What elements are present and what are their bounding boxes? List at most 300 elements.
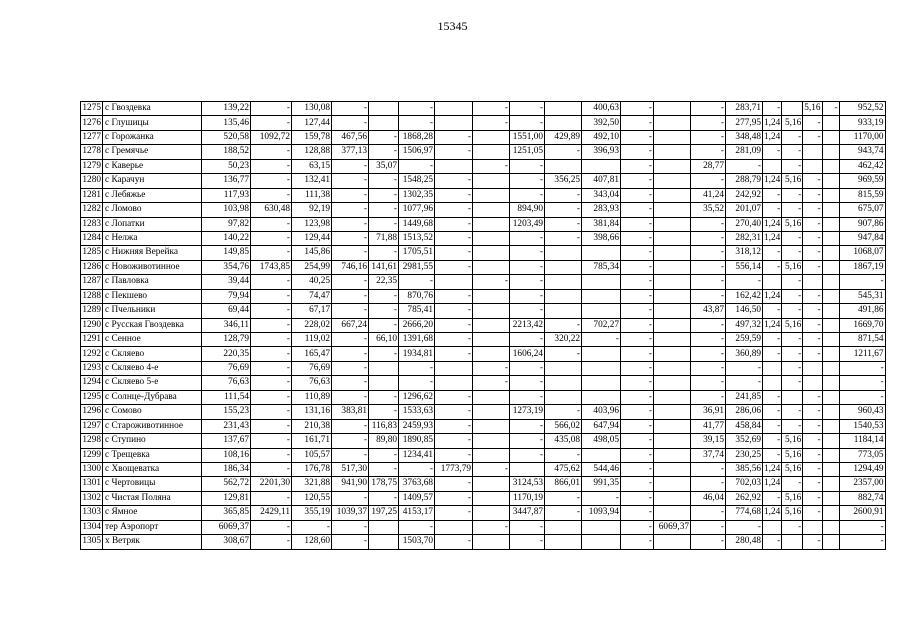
value-cell: 348,48 [726, 130, 763, 144]
value-cell: 280,48 [726, 535, 763, 549]
value-cell [473, 145, 510, 159]
value-cell: - [510, 275, 545, 289]
value-cell [803, 159, 822, 173]
value-cell: 89,80 [369, 434, 399, 448]
value-cell: - [545, 405, 582, 419]
value-cell: 1302,35 [399, 188, 435, 202]
value-cell: - [545, 231, 582, 245]
value-cell: - [822, 102, 839, 116]
value-cell: - [621, 390, 654, 404]
value-cell: - [251, 535, 292, 549]
value-cell: 130,08 [292, 102, 332, 116]
row-number-cell: 1297 [81, 419, 103, 433]
value-cell: 1705,51 [399, 246, 435, 260]
value-cell: 4153,17 [399, 506, 435, 520]
value-cell: 108,16 [202, 448, 251, 462]
value-cell: 400,63 [582, 102, 621, 116]
value-cell: - [369, 188, 399, 202]
value-cell: - [510, 535, 545, 549]
value-cell: 1934,81 [399, 347, 435, 361]
row-number-cell: 1284 [81, 231, 103, 245]
value-cell: - [332, 491, 369, 505]
value-cell [582, 520, 621, 534]
value-cell: - [691, 390, 726, 404]
value-cell: 103,98 [202, 203, 251, 217]
value-cell [473, 434, 510, 448]
value-cell [582, 390, 621, 404]
value-cell: - [435, 347, 473, 361]
value-cell: - [251, 376, 292, 390]
value-cell: - [803, 246, 822, 260]
value-cell: - [763, 260, 782, 274]
value-cell: - [839, 376, 885, 390]
locality-name-cell: с Гремячье [103, 145, 202, 159]
value-cell: 392,50 [582, 116, 621, 130]
value-cell: - [763, 448, 782, 462]
value-cell: 1,24 [763, 174, 782, 188]
value-cell: - [510, 174, 545, 188]
table-row [81, 491, 886, 505]
value-cell: 39,44 [202, 275, 251, 289]
value-cell: 128,88 [292, 145, 332, 159]
value-cell: 230,25 [726, 448, 763, 462]
value-cell: - [763, 333, 782, 347]
value-cell: - [621, 318, 654, 332]
value-cell: 137,67 [202, 434, 251, 448]
value-cell: 135,46 [202, 116, 251, 130]
value-cell [435, 116, 473, 130]
value-cell: 6069,37 [654, 520, 691, 534]
value-cell: - [726, 520, 763, 534]
value-cell: - [332, 434, 369, 448]
value-cell: 145,86 [292, 246, 332, 260]
value-cell [545, 246, 582, 260]
value-cell: 1184,14 [839, 434, 885, 448]
value-cell: - [251, 145, 292, 159]
value-cell: 74,47 [292, 289, 332, 303]
table-row [81, 174, 886, 188]
value-cell: - [251, 304, 292, 318]
value-cell [510, 462, 545, 476]
value-cell [654, 376, 691, 390]
value-cell: 630,48 [251, 203, 292, 217]
value-cell: - [332, 231, 369, 245]
value-cell: - [545, 217, 582, 231]
value-cell [435, 376, 473, 390]
value-cell: 458,84 [726, 419, 763, 433]
row-number-cell: 1300 [81, 462, 103, 476]
table-row [81, 347, 886, 361]
value-cell: 815,59 [839, 188, 885, 202]
locality-name-cell: с Гвоздевка [103, 102, 202, 116]
value-cell: - [435, 289, 473, 303]
value-cell: - [332, 203, 369, 217]
value-cell [803, 361, 822, 375]
value-cell: - [621, 405, 654, 419]
value-cell [654, 231, 691, 245]
value-cell: - [251, 347, 292, 361]
value-cell [435, 361, 473, 375]
value-cell: - [473, 159, 510, 173]
value-cell [473, 289, 510, 303]
value-cell: - [251, 333, 292, 347]
table-row [81, 275, 886, 289]
value-cell: - [473, 102, 510, 116]
value-cell: - [510, 188, 545, 202]
row-number-cell: 1290 [81, 318, 103, 332]
value-cell [822, 174, 839, 188]
value-cell [654, 506, 691, 520]
value-cell: 1170,19 [510, 491, 545, 505]
value-cell: - [369, 217, 399, 231]
value-cell: - [763, 434, 782, 448]
value-cell: 385,56 [726, 462, 763, 476]
value-cell [545, 260, 582, 274]
value-cell: - [621, 289, 654, 303]
locality-name-cell: с Скляево 5-е [103, 376, 202, 390]
value-cell: - [803, 318, 822, 332]
value-cell [473, 535, 510, 549]
value-cell: 50,23 [202, 159, 251, 173]
value-cell: - [691, 145, 726, 159]
locality-name-cell: с Каверье [103, 159, 202, 173]
value-cell [822, 535, 839, 549]
value-cell: 1077,96 [399, 203, 435, 217]
locality-name-cell: с Лебяжье [103, 188, 202, 202]
value-cell: - [782, 405, 803, 419]
value-cell [822, 520, 839, 534]
value-cell: - [691, 231, 726, 245]
value-cell: 702,27 [582, 318, 621, 332]
value-cell: 1203,49 [510, 217, 545, 231]
value-cell [822, 419, 839, 433]
value-cell: 517,30 [332, 462, 369, 476]
locality-name-cell: с Чертовицы [103, 477, 202, 491]
value-cell: 132,41 [292, 174, 332, 188]
value-cell: - [251, 174, 292, 188]
row-number-cell: 1288 [81, 289, 103, 303]
value-cell: - [782, 347, 803, 361]
value-cell: - [803, 116, 822, 130]
value-cell [763, 376, 782, 390]
value-cell: 97,82 [202, 217, 251, 231]
value-cell: - [782, 203, 803, 217]
value-cell: - [691, 361, 726, 375]
value-cell: 403,96 [582, 405, 621, 419]
value-cell [545, 304, 582, 318]
value-cell: - [332, 217, 369, 231]
value-cell [545, 116, 582, 130]
value-cell: - [782, 419, 803, 433]
value-cell [473, 333, 510, 347]
value-cell: - [691, 289, 726, 303]
value-cell: - [726, 376, 763, 390]
value-cell: - [545, 188, 582, 202]
value-cell: 43,87 [691, 304, 726, 318]
value-cell [822, 116, 839, 130]
value-cell: 1606,24 [510, 347, 545, 361]
value-cell: - [332, 520, 369, 534]
value-cell [435, 159, 473, 173]
value-cell: - [763, 203, 782, 217]
value-cell: 39,15 [691, 434, 726, 448]
value-cell [822, 188, 839, 202]
value-cell: - [691, 477, 726, 491]
row-number-cell: 1281 [81, 188, 103, 202]
value-cell: 941,90 [332, 477, 369, 491]
value-cell [654, 462, 691, 476]
row-number-cell: 1302 [81, 491, 103, 505]
value-cell: 2429,11 [251, 506, 292, 520]
row-number-cell: 1295 [81, 390, 103, 404]
value-cell [822, 333, 839, 347]
value-cell [435, 520, 473, 534]
value-cell: - [621, 116, 654, 130]
value-cell: 2357,00 [839, 477, 885, 491]
value-cell: - [803, 347, 822, 361]
value-cell: 1093,94 [582, 506, 621, 520]
row-number-cell: 1304 [81, 520, 103, 534]
value-cell: 773,05 [839, 448, 885, 462]
value-cell: 785,34 [582, 260, 621, 274]
value-cell: 35,07 [369, 159, 399, 173]
value-cell: - [803, 491, 822, 505]
value-cell [582, 376, 621, 390]
value-cell: - [435, 506, 473, 520]
value-cell: - [621, 506, 654, 520]
value-cell: 1868,28 [399, 130, 435, 144]
value-cell: - [691, 260, 726, 274]
value-cell [654, 405, 691, 419]
value-cell: - [332, 535, 369, 549]
table-row [81, 477, 886, 491]
value-cell: - [782, 520, 803, 534]
value-cell: - [691, 535, 726, 549]
value-cell: - [435, 333, 473, 347]
value-cell [822, 491, 839, 505]
value-cell: 3124,53 [510, 477, 545, 491]
row-number-cell: 1298 [81, 434, 103, 448]
value-cell [803, 520, 822, 534]
value-cell: 1,24 [763, 506, 782, 520]
value-cell: - [691, 174, 726, 188]
value-cell: 2201,30 [251, 477, 292, 491]
value-cell [473, 203, 510, 217]
value-cell: - [803, 333, 822, 347]
value-cell: 228,02 [292, 318, 332, 332]
value-cell [822, 361, 839, 375]
value-cell: - [399, 376, 435, 390]
row-number-cell: 1277 [81, 130, 103, 144]
value-cell: - [369, 318, 399, 332]
value-cell: 774,68 [726, 506, 763, 520]
table-row [81, 231, 886, 245]
value-cell: - [510, 333, 545, 347]
value-cell: - [369, 203, 399, 217]
value-cell: 3447,87 [510, 506, 545, 520]
table-row [81, 130, 886, 144]
value-cell: 1234,41 [399, 448, 435, 462]
value-cell: - [399, 275, 435, 289]
value-cell: - [782, 246, 803, 260]
value-cell: - [803, 477, 822, 491]
value-cell: - [332, 419, 369, 433]
value-cell [473, 260, 510, 274]
value-cell: 129,81 [202, 491, 251, 505]
value-cell: 5,16 [782, 116, 803, 130]
value-cell: - [691, 102, 726, 116]
value-cell: 197,25 [369, 506, 399, 520]
value-cell [822, 130, 839, 144]
value-cell: 566,02 [545, 419, 582, 433]
value-cell: 429,89 [545, 130, 582, 144]
value-cell: 220,35 [202, 347, 251, 361]
value-cell: - [435, 318, 473, 332]
value-cell: 545,31 [839, 289, 885, 303]
value-cell: 308,67 [202, 535, 251, 549]
value-cell: 1890,85 [399, 434, 435, 448]
value-cell: - [435, 260, 473, 274]
value-cell [582, 159, 621, 173]
value-cell: - [510, 102, 545, 116]
value-cell: - [691, 318, 726, 332]
value-cell: - [510, 246, 545, 260]
value-cell: - [691, 217, 726, 231]
value-cell [763, 520, 782, 534]
value-cell: - [621, 333, 654, 347]
value-cell: 1503,70 [399, 535, 435, 549]
value-cell [654, 419, 691, 433]
value-cell [654, 333, 691, 347]
value-cell [369, 535, 399, 549]
value-cell: 5,16 [782, 448, 803, 462]
value-cell: - [332, 102, 369, 116]
table-row [81, 246, 886, 260]
table-row [81, 405, 886, 419]
value-cell [582, 246, 621, 260]
value-cell [822, 246, 839, 260]
value-cell: 498,05 [582, 434, 621, 448]
value-cell: - [369, 390, 399, 404]
value-cell: 1,24 [763, 289, 782, 303]
value-cell: - [545, 491, 582, 505]
value-cell: 407,81 [582, 174, 621, 188]
value-cell [654, 434, 691, 448]
value-cell: 1170,00 [839, 130, 885, 144]
table-row [81, 333, 886, 347]
value-cell: - [435, 419, 473, 433]
table-row [81, 462, 886, 476]
value-cell: - [621, 462, 654, 476]
value-cell: 355,19 [292, 506, 332, 520]
value-cell: - [435, 203, 473, 217]
value-cell: - [545, 347, 582, 361]
value-cell: 1506,97 [399, 145, 435, 159]
value-cell: 365,85 [202, 506, 251, 520]
table-row [81, 188, 886, 202]
value-cell [545, 102, 582, 116]
value-cell: - [251, 246, 292, 260]
value-cell: - [510, 376, 545, 390]
locality-name-cell: с Хвощеватка [103, 462, 202, 476]
value-cell: 282,31 [726, 231, 763, 245]
row-number-cell: 1279 [81, 159, 103, 173]
value-cell: - [803, 174, 822, 188]
row-number-cell: 1287 [81, 275, 103, 289]
value-cell: 667,24 [332, 318, 369, 332]
value-cell: 1533,63 [399, 405, 435, 419]
row-number-cell: 1280 [81, 174, 103, 188]
value-cell: - [332, 159, 369, 173]
value-cell: - [782, 361, 803, 375]
value-cell: 129,44 [292, 231, 332, 245]
locality-name-cell: с Нелжа [103, 231, 202, 245]
value-cell: 92,19 [292, 203, 332, 217]
value-cell: 270,40 [726, 217, 763, 231]
value-cell: - [803, 405, 822, 419]
value-cell: - [510, 260, 545, 274]
value-cell: 491,86 [839, 304, 885, 318]
value-cell: 1296,62 [399, 390, 435, 404]
value-cell: - [251, 419, 292, 433]
value-cell: 5,16 [782, 217, 803, 231]
value-cell: 241,85 [726, 390, 763, 404]
value-cell: - [782, 477, 803, 491]
value-cell [654, 116, 691, 130]
value-cell [473, 188, 510, 202]
value-cell: 562,72 [202, 477, 251, 491]
value-cell [369, 102, 399, 116]
value-cell [803, 145, 822, 159]
value-cell: - [691, 506, 726, 520]
value-cell: - [473, 376, 510, 390]
value-cell: 286,06 [726, 405, 763, 419]
locality-name-cell: с Трещевка [103, 448, 202, 462]
value-cell: 37,74 [691, 448, 726, 462]
value-cell: - [251, 361, 292, 375]
locality-name-cell: с Новоживотинное [103, 260, 202, 274]
value-cell: - [510, 520, 545, 534]
value-cell: - [621, 102, 654, 116]
value-cell: - [545, 203, 582, 217]
row-number-cell: 1278 [81, 145, 103, 159]
value-cell: 5,16 [782, 491, 803, 505]
value-cell: 1092,72 [251, 130, 292, 144]
value-cell: 186,34 [202, 462, 251, 476]
value-cell: 254,99 [292, 260, 332, 274]
value-cell: 281,09 [726, 145, 763, 159]
table-row [81, 419, 886, 433]
value-cell [654, 174, 691, 188]
value-cell: 146,50 [726, 304, 763, 318]
locality-name-cell: с Горожанка [103, 130, 202, 144]
value-cell: - [621, 203, 654, 217]
value-cell [435, 275, 473, 289]
value-cell: 320,22 [545, 333, 582, 347]
value-cell: - [399, 102, 435, 116]
value-cell: 2666,20 [399, 318, 435, 332]
value-cell: - [369, 246, 399, 260]
value-cell: - [332, 174, 369, 188]
value-cell: - [621, 246, 654, 260]
value-cell: 1251,05 [510, 145, 545, 159]
value-cell: 2459,93 [399, 419, 435, 433]
value-cell: 1409,57 [399, 491, 435, 505]
value-cell: - [473, 275, 510, 289]
value-cell: - [435, 434, 473, 448]
value-cell: 288,79 [726, 174, 763, 188]
value-cell: 947,84 [839, 231, 885, 245]
